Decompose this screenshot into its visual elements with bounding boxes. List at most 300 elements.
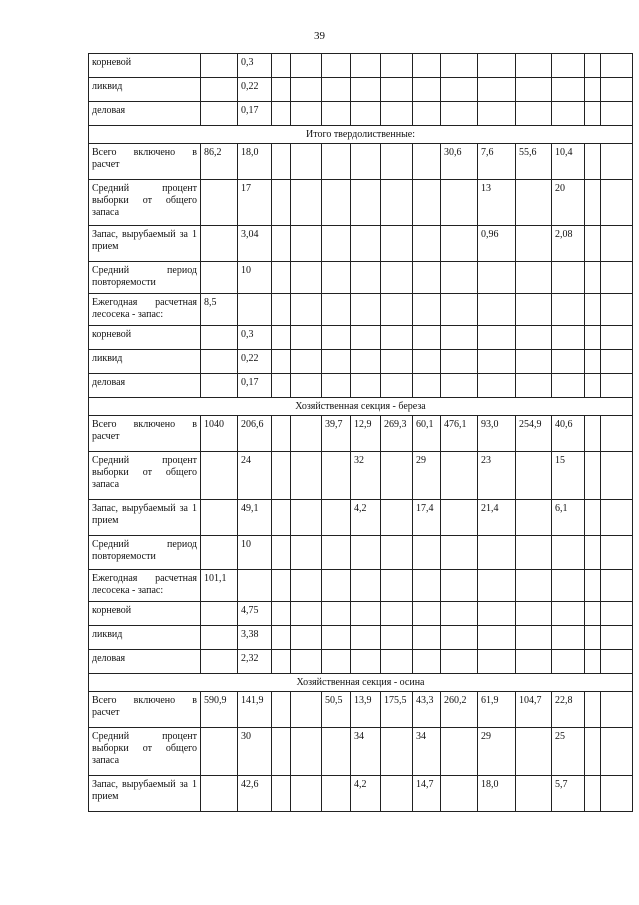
table-cell: 93,0 (478, 416, 516, 452)
table-cell (291, 374, 322, 398)
table-cell (601, 416, 633, 452)
table-cell: 4,2 (351, 776, 381, 812)
row-label: корневой (89, 602, 201, 626)
table-cell (201, 326, 238, 350)
table-cell: 12,9 (351, 416, 381, 452)
table-cell: 24 (238, 452, 272, 500)
table-cell (201, 350, 238, 374)
table-cell (585, 102, 601, 126)
table-cell (351, 54, 381, 78)
table-cell (441, 374, 478, 398)
table-cell: 0,3 (238, 326, 272, 350)
table-cell: 254,9 (516, 416, 552, 452)
table-cell: 29 (478, 728, 516, 776)
table-cell (601, 350, 633, 374)
row-label: Ежегодная расчетная лесосека - запас: (89, 294, 201, 326)
table-cell (272, 180, 291, 226)
table-cell (601, 728, 633, 776)
table-cell (585, 626, 601, 650)
table-cell (441, 570, 478, 602)
table-cell (351, 570, 381, 602)
table-row (89, 500, 633, 536)
table-cell (585, 374, 601, 398)
table-cell: 40,6 (552, 416, 585, 452)
row-label: Средний процент выборки от общего запаса (89, 180, 201, 226)
table-cell (322, 570, 351, 602)
table-cell (516, 226, 552, 262)
table-cell (601, 650, 633, 674)
table-cell (322, 536, 351, 570)
table-cell (291, 500, 322, 536)
table-cell (201, 102, 238, 126)
table-cell (413, 536, 441, 570)
table-cell (381, 144, 413, 180)
table-cell (516, 102, 552, 126)
table-cell (322, 180, 351, 226)
table-cell (516, 262, 552, 294)
table-cell (351, 294, 381, 326)
table-cell (291, 776, 322, 812)
table-cell (272, 262, 291, 294)
table-cell (585, 54, 601, 78)
table-cell (291, 54, 322, 78)
table-cell: 25 (552, 728, 585, 776)
table-cell (478, 374, 516, 398)
table-cell (585, 78, 601, 102)
table-cell (441, 500, 478, 536)
table-cell: 39,7 (322, 416, 351, 452)
table-cell (381, 776, 413, 812)
table-cell (516, 180, 552, 226)
row-label: Средний период повторяемости (89, 536, 201, 570)
table-cell (322, 54, 351, 78)
table-cell (516, 776, 552, 812)
table-cell: 0,3 (238, 54, 272, 78)
table-cell (585, 226, 601, 262)
table-cell: 10 (238, 262, 272, 294)
table-cell (585, 326, 601, 350)
table-cell (238, 570, 272, 602)
table-cell (291, 416, 322, 452)
table-cell: 18,0 (478, 776, 516, 812)
row-label: Ежегодная расчетная лесосека - запас: (89, 570, 201, 602)
table-cell: 6,1 (552, 500, 585, 536)
table-row (89, 326, 633, 350)
table-cell (413, 626, 441, 650)
table-cell (272, 54, 291, 78)
table-cell: 0,22 (238, 78, 272, 102)
table-cell (516, 570, 552, 602)
table-cell (516, 294, 552, 326)
table-cell (552, 78, 585, 102)
table-cell: 104,7 (516, 692, 552, 728)
table-cell (585, 776, 601, 812)
table-cell (381, 602, 413, 626)
row-label: Всего включено в расчет (89, 144, 201, 180)
row-label: Запас, вырубаемый за 1 прием (89, 776, 201, 812)
table-cell (381, 180, 413, 226)
table-cell (201, 54, 238, 78)
table-cell (351, 262, 381, 294)
table-cell: 1040 (201, 416, 238, 452)
table-cell (552, 326, 585, 350)
table-cell (585, 692, 601, 728)
section-heading-row (89, 126, 633, 144)
table-cell (201, 78, 238, 102)
table-cell (585, 262, 601, 294)
table-cell: 3,38 (238, 626, 272, 650)
table-cell (381, 78, 413, 102)
table-cell (441, 294, 478, 326)
table-cell (351, 536, 381, 570)
table-cell (291, 102, 322, 126)
table-cell (272, 226, 291, 262)
table-cell (381, 102, 413, 126)
table-cell (585, 416, 601, 452)
section-heading-row (89, 674, 633, 692)
table-cell (552, 570, 585, 602)
table-cell: 101,1 (201, 570, 238, 602)
table-cell (585, 180, 601, 226)
table-cell (441, 180, 478, 226)
table-row (89, 54, 633, 78)
table-cell (413, 350, 441, 374)
table-cell (601, 294, 633, 326)
table-cell (516, 78, 552, 102)
table-cell (272, 102, 291, 126)
table-cell: 30,6 (441, 144, 478, 180)
table-cell: 20 (552, 180, 585, 226)
table-cell (441, 350, 478, 374)
table-cell: 141,9 (238, 692, 272, 728)
table-row (89, 536, 633, 570)
table-cell (601, 78, 633, 102)
table-cell (272, 776, 291, 812)
table-cell: 0,22 (238, 350, 272, 374)
table-cell: 2,08 (552, 226, 585, 262)
table-cell: 206,6 (238, 416, 272, 452)
table-cell: 4,75 (238, 602, 272, 626)
table-cell (441, 54, 478, 78)
table-cell (601, 602, 633, 626)
table-cell: 15 (552, 452, 585, 500)
table-cell (441, 650, 478, 674)
table-cell (272, 350, 291, 374)
table-cell (516, 452, 552, 500)
table-cell (291, 350, 322, 374)
table-cell (413, 144, 441, 180)
table-cell (381, 262, 413, 294)
table-cell (441, 536, 478, 570)
table-cell (516, 374, 552, 398)
table-cell (585, 602, 601, 626)
table-cell (351, 102, 381, 126)
section-heading-row (89, 398, 633, 416)
table-cell (201, 180, 238, 226)
table-cell (272, 536, 291, 570)
table-row (89, 144, 633, 180)
table-cell (441, 102, 478, 126)
table-cell (478, 294, 516, 326)
table-cell (601, 776, 633, 812)
table-cell (516, 626, 552, 650)
table-cell (272, 416, 291, 452)
table-cell (291, 692, 322, 728)
table-cell: 260,2 (441, 692, 478, 728)
row-label: Всего включено в расчет (89, 692, 201, 728)
table-cell (478, 54, 516, 78)
table-cell (441, 728, 478, 776)
row-label: корневой (89, 326, 201, 350)
table-cell (552, 602, 585, 626)
table-cell: 55,6 (516, 144, 552, 180)
table-cell (478, 602, 516, 626)
table-row (89, 650, 633, 674)
table-cell: 21,4 (478, 500, 516, 536)
table-cell: 29 (413, 452, 441, 500)
table-cell (601, 144, 633, 180)
table-cell: 61,9 (478, 692, 516, 728)
table-cell (552, 626, 585, 650)
table-cell (441, 452, 478, 500)
table-cell (413, 570, 441, 602)
row-label: ликвид (89, 78, 201, 102)
table-cell (552, 262, 585, 294)
table-cell (601, 692, 633, 728)
table-cell: 14,7 (413, 776, 441, 812)
table-row (89, 776, 633, 812)
table-cell (585, 570, 601, 602)
table-cell: 42,6 (238, 776, 272, 812)
table-cell (272, 650, 291, 674)
section-heading: Итого твердолиственные: (89, 126, 633, 144)
table-cell (381, 326, 413, 350)
table-cell (601, 374, 633, 398)
table-row (89, 226, 633, 262)
table-cell (381, 294, 413, 326)
table-cell (272, 452, 291, 500)
table-cell (272, 728, 291, 776)
table-row (89, 692, 633, 728)
table-cell (585, 144, 601, 180)
forest-calculation-table (88, 53, 633, 812)
table-cell: 5,7 (552, 776, 585, 812)
table-cell (201, 374, 238, 398)
row-label: Средний процент выборки от общего запаса (89, 452, 201, 500)
table-cell (478, 650, 516, 674)
row-label: Всего включено в расчет (89, 416, 201, 452)
table-cell (601, 262, 633, 294)
table-cell (291, 650, 322, 674)
table-cell: 269,3 (381, 416, 413, 452)
table-cell (381, 500, 413, 536)
table-cell (381, 374, 413, 398)
table-cell: 49,1 (238, 500, 272, 536)
table-cell (585, 536, 601, 570)
row-label: ликвид (89, 626, 201, 650)
row-label: Средний период повторяемости (89, 262, 201, 294)
table-cell (272, 602, 291, 626)
table-cell (601, 570, 633, 602)
table-cell (601, 54, 633, 78)
table-cell (291, 294, 322, 326)
table-cell (201, 650, 238, 674)
table-cell (322, 226, 351, 262)
table-cell (322, 650, 351, 674)
table-cell: 13 (478, 180, 516, 226)
table-cell (272, 570, 291, 602)
table-cell (272, 294, 291, 326)
table-cell (552, 294, 585, 326)
table-cell (585, 350, 601, 374)
table-cell: 175,5 (381, 692, 413, 728)
table-cell (201, 728, 238, 776)
table-cell (441, 776, 478, 812)
table-cell (351, 350, 381, 374)
table-cell (552, 350, 585, 374)
table-cell (601, 500, 633, 536)
table-cell (201, 602, 238, 626)
table-cell: 30 (238, 728, 272, 776)
table-cell (272, 78, 291, 102)
table-cell: 32 (351, 452, 381, 500)
table-cell: 23 (478, 452, 516, 500)
table-cell (552, 102, 585, 126)
table-cell (381, 350, 413, 374)
row-label: Запас, вырубаемый за 1 прием (89, 500, 201, 536)
table-cell: 34 (413, 728, 441, 776)
table-cell: 0,17 (238, 102, 272, 126)
row-label: корневой (89, 54, 201, 78)
table-cell (351, 374, 381, 398)
table-cell: 17 (238, 180, 272, 226)
table-cell (585, 452, 601, 500)
table-cell (552, 54, 585, 78)
table-cell: 7,6 (478, 144, 516, 180)
table-cell (322, 776, 351, 812)
table-cell (516, 728, 552, 776)
table-cell (322, 602, 351, 626)
table-cell: 2,32 (238, 650, 272, 674)
table-cell (516, 500, 552, 536)
table-row (89, 602, 633, 626)
table-cell (351, 144, 381, 180)
table-cell (201, 452, 238, 500)
table-cell (441, 626, 478, 650)
table-cell (601, 102, 633, 126)
table-cell (201, 226, 238, 262)
table-cell (322, 626, 351, 650)
section-heading: Хозяйственная секция - береза (89, 398, 633, 416)
table-cell (322, 294, 351, 326)
table-cell (441, 602, 478, 626)
table-row (89, 626, 633, 650)
row-label: Средний процент выборки от общего запаса (89, 728, 201, 776)
table-cell (413, 102, 441, 126)
table-cell (322, 262, 351, 294)
table-cell (478, 78, 516, 102)
table-cell (601, 226, 633, 262)
table-cell (478, 536, 516, 570)
table-cell (322, 144, 351, 180)
table-row (89, 180, 633, 226)
table-cell (291, 78, 322, 102)
table-cell (272, 500, 291, 536)
table-cell: 10 (238, 536, 272, 570)
table-cell (585, 728, 601, 776)
table-cell: 0,96 (478, 226, 516, 262)
table-row (89, 728, 633, 776)
table-cell (585, 294, 601, 326)
table-cell (381, 728, 413, 776)
table-cell (516, 650, 552, 674)
table-cell (585, 650, 601, 674)
table-cell (381, 452, 413, 500)
row-label: Запас, вырубаемый за 1 прием (89, 226, 201, 262)
table-cell: 10,4 (552, 144, 585, 180)
table-cell (201, 500, 238, 536)
table-cell: 17,4 (413, 500, 441, 536)
table-cell (381, 650, 413, 674)
table-cell (478, 350, 516, 374)
table-cell (516, 602, 552, 626)
table-cell (322, 350, 351, 374)
table-cell (381, 226, 413, 262)
table-cell (201, 262, 238, 294)
table-row (89, 262, 633, 294)
table-cell (351, 602, 381, 626)
table-cell: 50,5 (322, 692, 351, 728)
table-cell: 86,2 (201, 144, 238, 180)
table-cell (413, 262, 441, 294)
row-label: ликвид (89, 350, 201, 374)
table-cell (441, 326, 478, 350)
table-cell: 18,0 (238, 144, 272, 180)
table-cell (516, 326, 552, 350)
table-cell (238, 294, 272, 326)
table-cell (413, 78, 441, 102)
table-cell (478, 262, 516, 294)
table-cell (413, 226, 441, 262)
table-cell (351, 78, 381, 102)
table-cell: 60,1 (413, 416, 441, 452)
table-cell: 476,1 (441, 416, 478, 452)
table-cell (381, 54, 413, 78)
section-heading: Хозяйственная секция - осина (89, 674, 633, 692)
table-cell (322, 78, 351, 102)
table-cell (291, 180, 322, 226)
table-cell (291, 602, 322, 626)
table-cell (478, 102, 516, 126)
table-cell (291, 570, 322, 602)
table-cell: 13,9 (351, 692, 381, 728)
table-row (89, 294, 633, 326)
row-label: деловая (89, 374, 201, 398)
table-row (89, 78, 633, 102)
table-cell (516, 54, 552, 78)
table-cell (322, 452, 351, 500)
table-row (89, 452, 633, 500)
table-cell (413, 326, 441, 350)
table-cell (552, 650, 585, 674)
table-cell (478, 626, 516, 650)
table-row (89, 570, 633, 602)
table-cell (201, 626, 238, 650)
table-row (89, 102, 633, 126)
table-cell (413, 374, 441, 398)
table-cell (552, 536, 585, 570)
table-cell (291, 536, 322, 570)
